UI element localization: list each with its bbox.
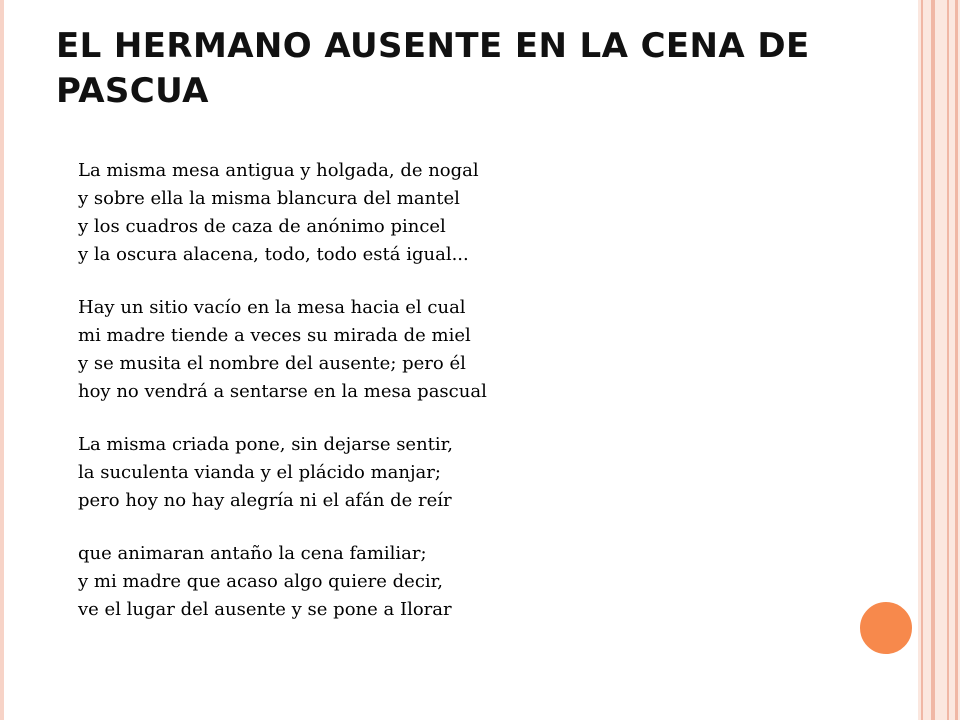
poem-line: y la oscura alacena, todo, todo está igual...: [78, 244, 469, 265]
poem-line: ve el lugar del ausente y se pone a Ilorar: [78, 599, 452, 620]
decorative-stripe: [955, 0, 958, 720]
poem-line: La misma criada pone, sin dejarse sentir,: [78, 434, 454, 455]
poem-body: [78, 157, 758, 649]
stanza: [78, 294, 758, 406]
poem-line: que animaran antaño la cena familiar;: [78, 543, 427, 564]
decorative-stripe: [921, 0, 923, 720]
poem-line: y se musita el nombre del ausente; pero él: [78, 353, 466, 374]
stanza: [78, 157, 758, 269]
slide-title: EL HERMANO AUSENTE EN LA CENA DE PASCUA: [56, 26, 810, 111]
decorative-circle: [857, 599, 915, 657]
decorative-stripe: [931, 0, 935, 720]
poem-line: y los cuadros de caza de anónimo pincel: [78, 216, 446, 237]
stanza: [78, 540, 758, 624]
poem-line: y mi madre que acaso algo quiere decir,: [78, 571, 444, 592]
poem-line: y sobre ella la misma blancura del mantel: [78, 188, 460, 209]
poem-line: La misma mesa antigua y holgada, de nogal: [78, 160, 479, 181]
poem-line: la suculenta vianda y el plácido manjar;: [78, 462, 441, 483]
left-border: [0, 0, 4, 720]
poem-line: hoy no vendrá a sentarse en la mesa pascual: [78, 381, 487, 402]
poem-line: mi madre tiende a veces su mirada de miel: [78, 325, 471, 346]
right-decorative-panel: [918, 0, 960, 720]
poem-line: pero hoy no hay alegría ni el afán de reír: [78, 490, 452, 511]
poem-line: Hay un sitio vacío en la mesa hacia el cual: [78, 297, 466, 318]
decorative-stripe: [947, 0, 949, 720]
stanza: [78, 431, 758, 515]
